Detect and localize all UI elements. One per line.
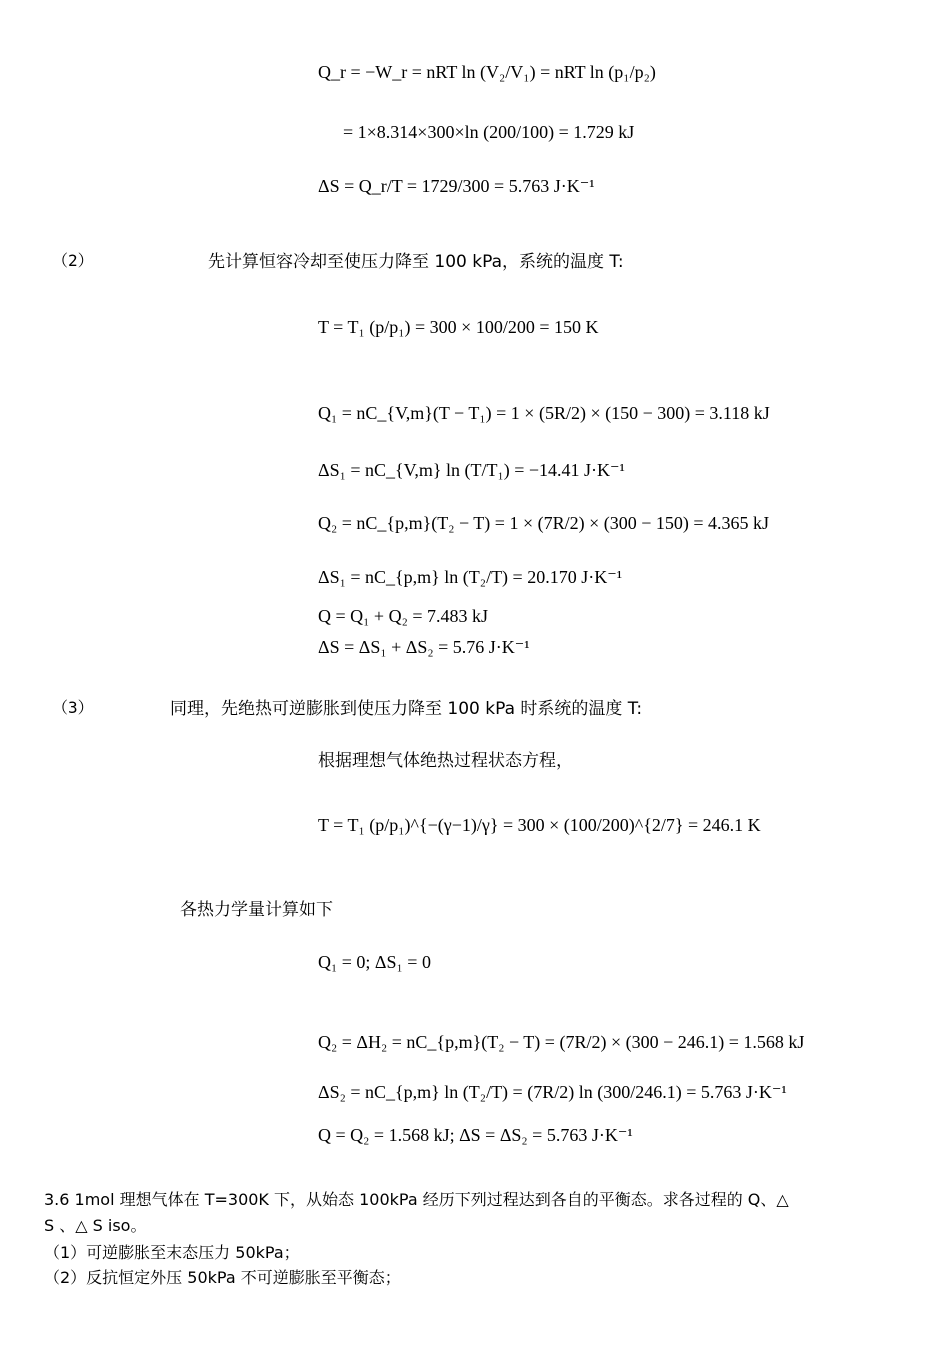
problem-3-6-item1: （1）可逆膨胀至末态压力 50kPa； (44, 1243, 300, 1262)
equation-qr: Q_r = −W_r = nRT ln (V₂/V₁) = nRT ln (p₁/p₂) (318, 62, 656, 82)
part-3-label: （3） (52, 698, 94, 717)
part-3-calc-heading: 各热力学量计算如下 (180, 900, 333, 920)
equation-qr-value: = 1×8.314×300×ln (200/100) = 1.729 kJ (343, 122, 635, 142)
equation-delta-s: ΔS = Q_r/T = 1729/300 = 5.763 J·K⁻¹ (318, 176, 595, 196)
part-2-label: （2） (52, 251, 94, 270)
equation-q2: Q₂ = nC_{p,m}(T₂ − T) = 1 × (7R/2) × (300 − 150) = 4.365 kJ (318, 513, 770, 533)
problem-3-6-item2: （2）反抗恒定外压 50kPa 不可逆膨胀至平衡态； (44, 1268, 401, 1287)
equation-temperature: T = T₁ (p/p₁) = 300 × 100/200 = 150 K (318, 317, 599, 337)
equation-q1: Q₁ = nC_{V,m}(T − T₁) = 1 × (5R/2) × (150 − 300) = 3.118 kJ (318, 403, 770, 423)
part-2-intro: 先计算恒容冷却至使压力降至 100 kPa，系统的温度 T: (208, 252, 624, 272)
equation-part3-delta-s2: ΔS₂ = nC_{p,m} ln (T₂/T) = (7R/2) ln (300/246.1) = 5.763 J·K⁻¹ (318, 1082, 787, 1102)
equation-delta-s1: ΔS₁ = nC_{V,m} ln (T/T₁) = −14.41 J·K⁻¹ (318, 460, 625, 480)
equation-delta-s2: ΔS₁ = nC_{p,m} ln (T₂/T) = 20.170 J·K⁻¹ (318, 567, 623, 587)
part-3-basis: 根据理想气体绝热过程状态方程， (318, 751, 573, 771)
equation-adiabatic-temperature: T = T₁ (p/p₁)^{−(γ−1)/γ} = 300 × (100/200)^{2/7} = 246.1 K (318, 815, 761, 835)
equation-part3-total: Q = Q₂ = 1.568 kJ; ΔS = ΔS₂ = 5.763 J·K⁻¹ (318, 1125, 633, 1145)
problem-3-6-line2: S 、△ S iso。 (44, 1216, 147, 1235)
part-3-intro: 同理，先绝热可逆膨胀到使压力降至 100 kPa 时系统的温度 T: (170, 699, 643, 719)
problem-3-6-line1: 3.6 1mol 理想气体在 T=300K 下，从始态 100kPa 经历下列过程达到各自的平衡态。求各过程的 Q、△ (44, 1190, 789, 1209)
equation-q-total: Q = Q₁ + Q₂ = 7.483 kJ (318, 606, 489, 626)
equation-part3-q2: Q₂ = ΔH₂ = nC_{p,m}(T₂ − T) = (7R/2) × (300 − 246.1) = 1.568 kJ (318, 1032, 805, 1052)
equation-part3-q1: Q₁ = 0; ΔS₁ = 0 (318, 952, 431, 972)
equation-delta-s-total: ΔS = ΔS₁ + ΔS₂ = 5.76 J·K⁻¹ (318, 637, 530, 657)
